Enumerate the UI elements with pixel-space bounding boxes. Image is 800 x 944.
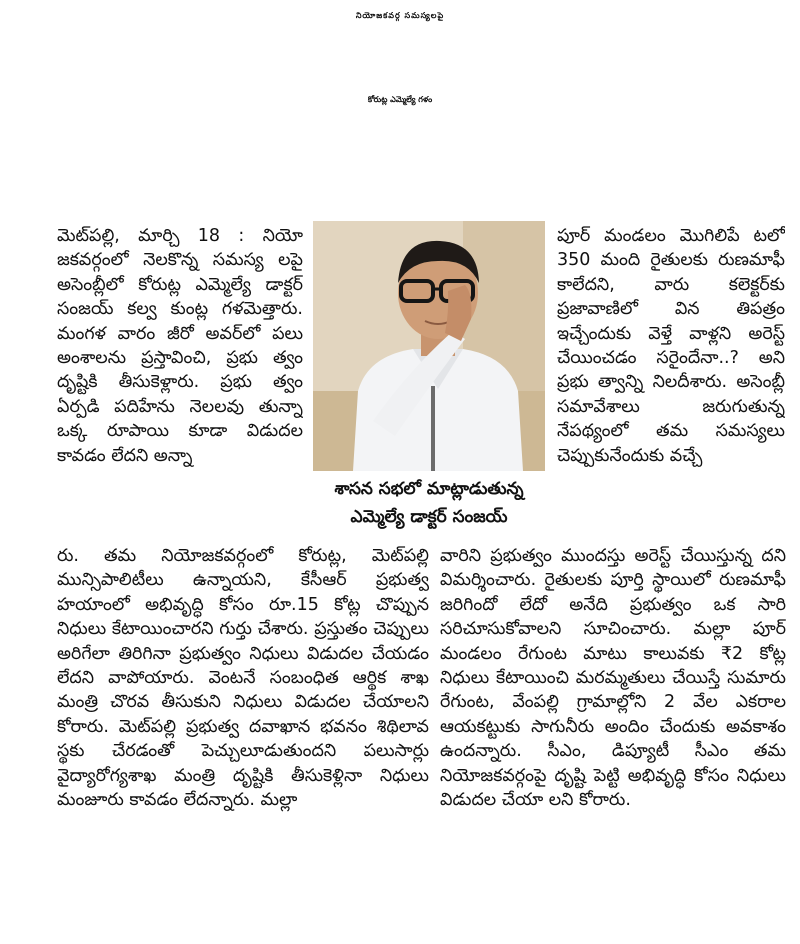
- headline-line-2: కోరుట్ల ఎమ్మెల్యే గళం: [367, 95, 433, 104]
- article-photo: [313, 221, 545, 471]
- headline-line-1: నియోజకవర్గ సమస్యలపై: [355, 11, 445, 20]
- body-lower-right: వారిని ప్రభుత్వం ముందస్తు అరెస్ట్ చేయిస్తున్న దని విమర్శించారు. రైతులకు పూర్తి స్థాయిలో రుణమాఫీ జరిగిందో లేదో అనేది ప్రభుత్వం ఒక సారి సరిచూసుకోవాలని సూచించారు. మల్లా పూర్ మండలం రేగుంట మాటు కాలువకు ₹2 కోట్ల నిధులు కేటాయించి మరమ్మతులు చేయిస్తే సుమారు రేగుంట, వేంపల్లి గ్రామాల్లోని 2 వేల ఎకరాల ఆయకట్టుకు సాగునీరు అందిం చేందుకు అవకాశం ఉందన్నారు. సీఎం, డిప్యూటీ సీఎం తమ నియోజకవర్గంపై దృష్టి పెట్టి అభివృద్ధి కోసం నిధులు విడుదల చేయా లని కోరారు.: [440, 546, 786, 811]
- body-lower-left: రు. తమ నియోజకవర్గంలో కోరుట్ల, మెట్‌పల్లి మున్సిపాలిటీలు ఉన్నాయని, కేసీఆర్ ప్రభుత్వ హయాంలో అభివృద్ధి కోసం రూ.15 కోట్ల చొప్పున నిధులు కేటాయించారని గుర్తు చేశారు. ప్రస్తుతం చెప్పులు అరిగేలా తిరిగినా ప్రభుత్వం నిధులు విడుదల చేయడం లేదని వాపోయారు. వెంటనే సంబంధిత ఆర్థిక శాఖ మంత్రి చొరవ తీసుకుని నిధులు విడుదల చేయాలని కోరారు. మెట్‌పల్లి ప్రభుత్వ దవాఖాన భవనం శిథిలావ స్థకు చేరడంతో పెచ్చులూడుతుందని పలుసార్లు వైద్యారోగ్యశాఖ మంత్రి దృష్టికి తీసుకెళ్లినా నిధులు మంజూరు కావడం లేదన్నారు. మల్లా: [57, 546, 429, 811]
- photo-caption-line-1: శాసన సభలో మాట్లాడుతున్న: [334, 479, 524, 499]
- photo-caption-line-2: ఎమ్మెల్యే డాక్టర్ సంజయ్: [350, 507, 508, 527]
- body-column-3: పూర్ మండలం మొగిలిపే టలో 350 మంది రైతులకు రుణమాఫీ కాలేదని, వారు కలెక్టర్‌కు ప్రజావాణిలో విన తిపత్రం ఇచ్చేందుకు వెళ్తే వాళ్లని అరెస్ట్ చేయించడం సరైందేనా..? అని ప్రభు త్వాన్ని నిలదీశారు. అసెంబ్లీ సమావేశాలు జరుగుతున్న నేపథ్యంలో తమ సమస్యలు చెప్పుకునేందుకు వచ్చే: [557, 226, 785, 466]
- body-column-1: మెట్‌పల్లి, మార్చి 18 : నియో జకవర్గంలో నెలకొన్న సమస్య లపై అసెంబ్లీలో కోరుట్ల ఎమ్మెల్యే డాక్టర్ సంజయ్ కల్వ కుంట్ల గళమెత్తారు. మంగళ వారం జీరో అవర్‌లో పలు అంశాలను ప్రస్తావించి, ప్రభు త్వం దృష్టికి తీసుకెళ్లారు. ప్రభు త్వం ఏర్పడి పదిహేను నెలలవు తున్నా ఒక్క రూపాయి కూడా విడుదల కావడం లేదని అన్నా: [57, 226, 303, 466]
- person-speaking-illustration: [313, 221, 545, 471]
